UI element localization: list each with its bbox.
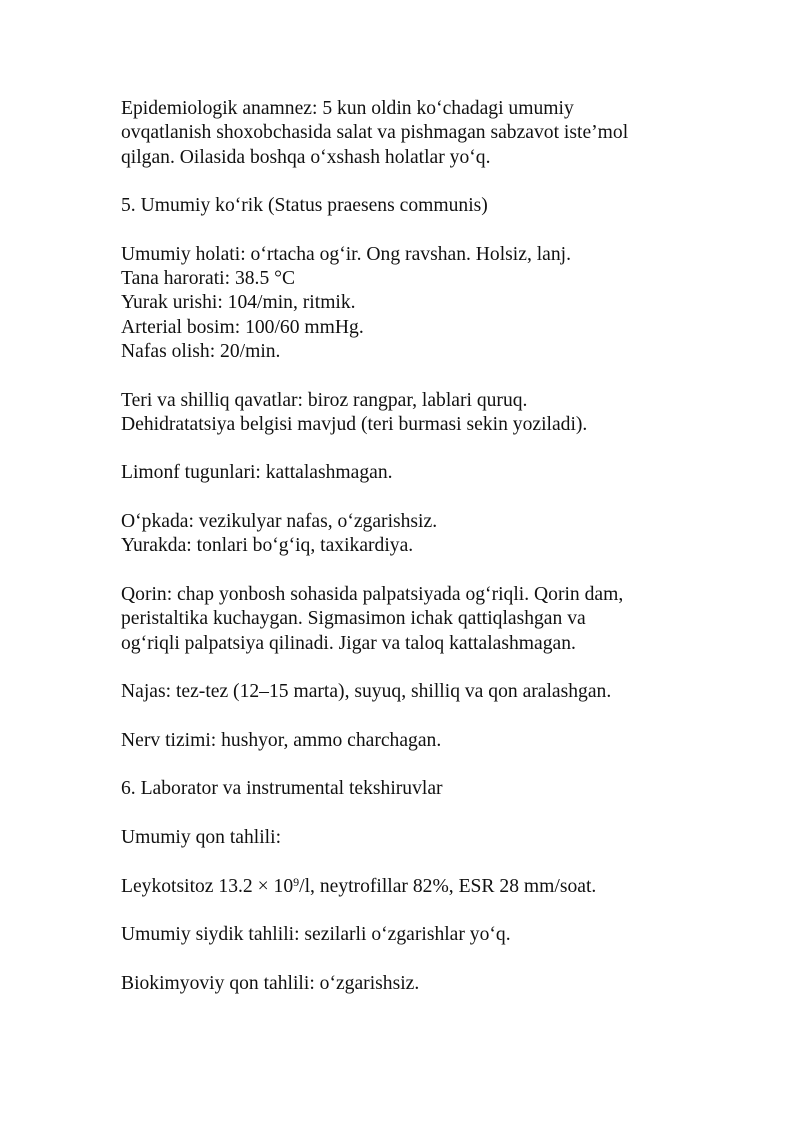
lymph-paragraph — [121, 461, 721, 485]
biochem-line-1: Biokimyoviy qon tahlili: o‘zgarishsiz. — [121, 972, 420, 994]
leukocytosis-exponent: 9 — [293, 874, 300, 889]
nerve-line-1: Nerv tizimi: hushyor, ammo charchagan. — [121, 729, 442, 751]
respiration-rate: Nafas olish: 20/min. — [121, 340, 281, 362]
lungs-heart-paragraph — [121, 510, 721, 559]
skin-line-1: Teri va shilliq qavatlar: biroz rangpar, lablari quruq. — [121, 389, 528, 411]
general-status-paragraph — [121, 243, 721, 364]
skin-paragraph — [121, 389, 721, 438]
epidemiology-line-2: ovqatlanish shoxobchasida salat va pishmagan sabzavot iste’mol — [121, 122, 629, 144]
epidemiology-paragraph — [121, 97, 721, 170]
leukocytosis-after: /l, neytrofillar 82%, ESR 28 mm/soat. — [299, 875, 597, 897]
urine-line-1: Umumiy siydik tahlili: sezilarli o‘zgarishlar yo‘q. — [121, 924, 511, 946]
epidemiology-line-3: qilgan. Oilasida boshqa o‘xshash holatlar yo‘q. — [121, 146, 491, 168]
biochem-paragraph — [121, 972, 721, 996]
section-5-heading-text: 5. Umumiy ko‘rik (Status praesens communis) — [121, 195, 488, 217]
blood-pressure: Arterial bosim: 100/60 mmHg. — [121, 316, 364, 338]
abdomen-line-3: og‘riqli palpatsiya qilinadi. Jigar va taloq kattalashmagan. — [121, 632, 576, 654]
leukocytosis-paragraph — [121, 875, 721, 899]
section-6-heading-text: 6. Laborator va instrumental tekshiruvlar — [121, 778, 443, 800]
section-6-heading — [121, 777, 721, 801]
heart-rate: Yurak urishi: 104/min, ritmik. — [121, 292, 356, 314]
blood-test-heading-text: Umumiy qon tahlili: — [121, 826, 282, 848]
heart-line: Yurakda: tonlari bo‘g‘iq, taxikardiya. — [121, 535, 414, 557]
general-condition: Umumiy holati: o‘rtacha og‘ir. Ong ravshan. Holsiz, lanj. — [121, 243, 572, 265]
document-page — [121, 97, 721, 1020]
abdomen-line-2: peristaltika kuchaygan. Sigmasimon ichak qattiqlashgan va — [121, 608, 586, 630]
lungs-line: O‘pkada: vezikulyar nafas, o‘zgarishsiz. — [121, 511, 438, 533]
urine-paragraph — [121, 923, 721, 947]
stool-line-1: Najas: tez-tez (12–15 marta), suyuq, shilliq va qon aralashgan. — [121, 681, 612, 703]
stool-paragraph — [121, 680, 721, 704]
section-5-heading — [121, 194, 721, 218]
epidemiology-line-1: Epidemiologik anamnez: 5 kun oldin ko‘chadagi umumiy — [121, 98, 574, 119]
blood-test-heading — [121, 826, 721, 850]
leukocytosis-before: Leykotsitoz 13.2 × 10 — [121, 875, 294, 897]
body-temperature: Tana harorati: 38.5 °C — [121, 268, 296, 290]
nerve-paragraph — [121, 729, 721, 753]
leukocytosis-line — [121, 875, 721, 899]
lymph-line-1: Limonf tugunlari: kattalashmagan. — [121, 462, 393, 484]
skin-line-2: Dehidratatsiya belgisi mavjud (teri burmasi sekin yoziladi). — [121, 413, 588, 435]
abdomen-line-1: Qorin: chap yonbosh sohasida palpatsiyada og‘riqli. Qorin dam, — [121, 583, 624, 605]
abdomen-paragraph — [121, 583, 721, 656]
